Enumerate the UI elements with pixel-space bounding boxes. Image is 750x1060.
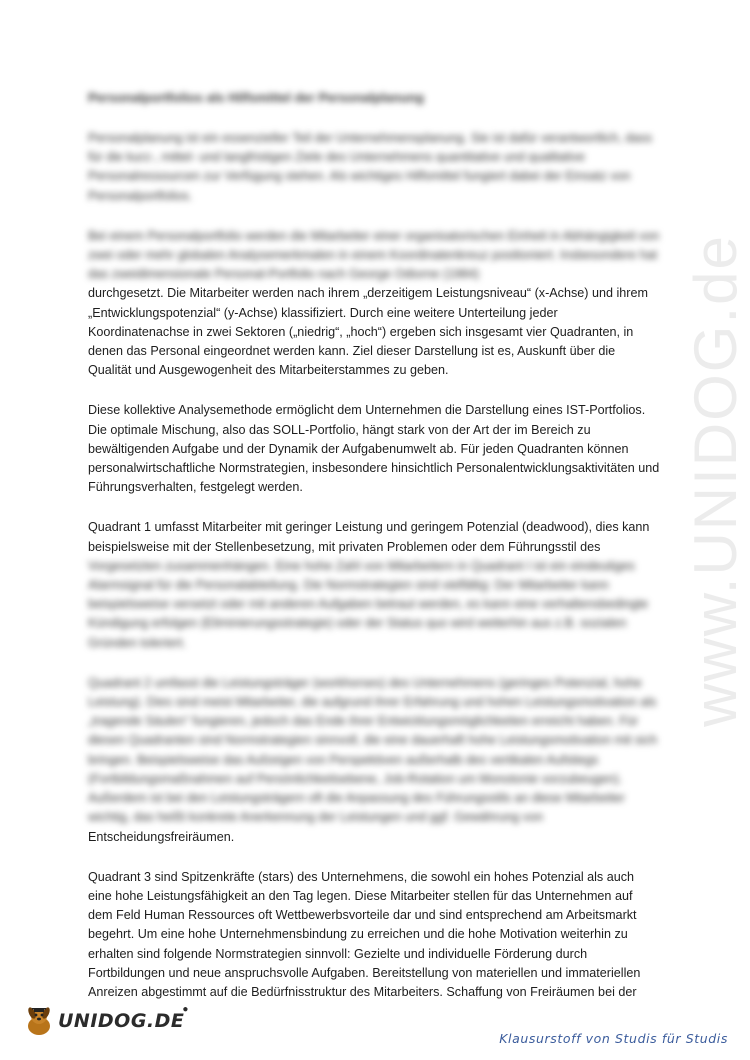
paw-icon: ● [182, 1004, 189, 1015]
paragraph [88, 518, 660, 652]
paragraph [88, 674, 660, 847]
paragraph [88, 227, 660, 381]
paragraph-text: Quadrant 3 sind Spitzenkräfte (stars) des Unternehmens, die sowohl ein hohes Potenzial als auch eine hohe Leistungsfähigkeit an den Tag legen. Diese Mitarbeiter stellen für das Unternehmen auf dem Feld Human Ressources oft Wettbewerbsvorteile dar und sind entsprechend am Arbeitsmarkt begehrt. Um eine hohe Unternehmensbindung zu erreichen und die hohe Motivation weiterhin zu erhalten sind folgende Normstrategien sinnvoll: Gezielte und individuelle Förderung durch Fortbildungen und neue anspruchsvolle Aufgaben. Bereitstellung von materiellen und immateriellen Anreizen abgestimmt auf die Bedürfnisstruktur des Mitarbeiters. Schaffung von Freiräumen bei der [88, 869, 641, 999]
paragraph [88, 129, 660, 206]
paragraph [88, 401, 660, 497]
blurred-text: Quadrant 2 umfasst die Leistungsträger (workhorses) des Unternehmens (geringes Potenzial, hohe Leistung). Dies sind meist Mitarbeiter, die aufgrund ihrer Erfahrung und hohen Leistungsmotivation als „tragende Säulen“ fungieren, jedoch das Ende ihrer Entwicklungsmöglichkeiten erreicht haben. Für diesen Quadranten sind Normstrategien sinnvoll, die eine dauerhaft hohe Leistungsmotivation mit sich bringen. Beispielsweise das Aufzeigen von Perspektiven außerhalb des vertikalen Aufstiegs (Fortbildungsmaßnahmen auf Persönlichkeitsebene, Job-Rotation um Monotonie vorzubeugen). Außerdem ist bei den Leistungsträgern oft die Anpassung des Führungsstils an diese Mitarbeiter wichtig, das heißt konkrete Anerkennung der Leistungen und ggf. Gewährung von [88, 675, 658, 825]
blurred-text: Bei einem Personalportfolio werden die Mitarbeiter einer organisatorischen Einheit in Abhängigkeit von zwei oder mehr globalen Analysemerkmalen in einem Koordinatenkreuz positioniert. Insbesondere hat das zweidimensionale Personal-Portfolio nach George Odiorne (1984) [88, 228, 660, 282]
blurred-text: Personalplanung ist ein essenzieller Teil der Unternehmensplanung. Sie ist dafür verantwortlich, dass für die kurz-, mittel- und langfristigen Ziele des Unternehmens quantitative und qualitative Personalressourcen zur Verfügung stehen. Als wichtiges Hilfsmittel fungiert dabei der Einsatz von Personalportfolios. [88, 131, 652, 203]
dog-mascot-icon [22, 1004, 56, 1038]
logo-text: UNIDOG.DE [58, 1010, 185, 1032]
unidog-logo[interactable] [22, 1004, 188, 1038]
document-body [88, 88, 660, 1023]
paragraph [88, 868, 660, 1002]
paragraph-text: Quadrant 1 umfasst Mitarbeiter mit geringer Leistung und geringem Potenzial (deadwood), dies kann beispielsweise mit der Stellenbesetzung, mit privaten Problemen oder dem Führungsstil des [88, 520, 650, 554]
watermark-text: www.UNIDOG.de [681, 233, 749, 727]
blurred-text: Vorgesetzten zusammenhängen. Eine hohe Zahl von Mitarbeitern in Quadrant I ist ein eindeutiges Alarmsignal für die Personalabteilung. Die Normstrategien sind vielfältig: Der Mitarbeiter kann beispielsweise versetzt oder mit anderen Aufgaben betraut werden, es kann eine verhaltensbedingte Kündigung erfolgen (Eliminierungsstrategie) oder der Status quo wird weiterhin aus z.B. sozialen Gründen toleriert. [88, 558, 649, 650]
paragraph-text: Diese kollektive Analysemethode ermöglicht dem Unternehmen die Darstellung eines IST-Portfolios. Die optimale Mischung, also das SOLL-Portfolio, hängt stark von der Art der im Bereich zu bewältigenden Aufgabe und der Dynamik der Aufgabenumwelt ab. Für jeden Quadranten können personalwirtschaftliche Normstrategien, insbesondere hinsichtlich Personalentwicklungsaktivitäten und Führungsverhalten, festgelegt werden. [88, 403, 660, 495]
document-title: Personalportfolios als Hilfsmittel der Personalplanung [88, 90, 424, 105]
footer-tagline: Klausurstoff von Studis für Studis [499, 1031, 728, 1046]
paragraph-text: Entscheidungsfreiräumen. [88, 829, 235, 844]
paragraph-text: durchgesetzt. Die Mitarbeiter werden nach ihrem „derzeitigem Leistungsniveau“ (x-Achse) und ihrem „Entwicklungspotenzial“ (y-Achse) klassifiziert. Durch eine weitere Unterteilung jeder Koordinatenachse in zwei Sektoren („niedrig“, „hoch“) ergeben sich insgesamt vier Quadranten, in denen das Personal eingeordnet werden kann. Ziel dieser Darstellung ist es, Auskunft über die Qualität und Ausgewogenheit des Mitarbeiterstammes zu geben. [88, 286, 648, 378]
